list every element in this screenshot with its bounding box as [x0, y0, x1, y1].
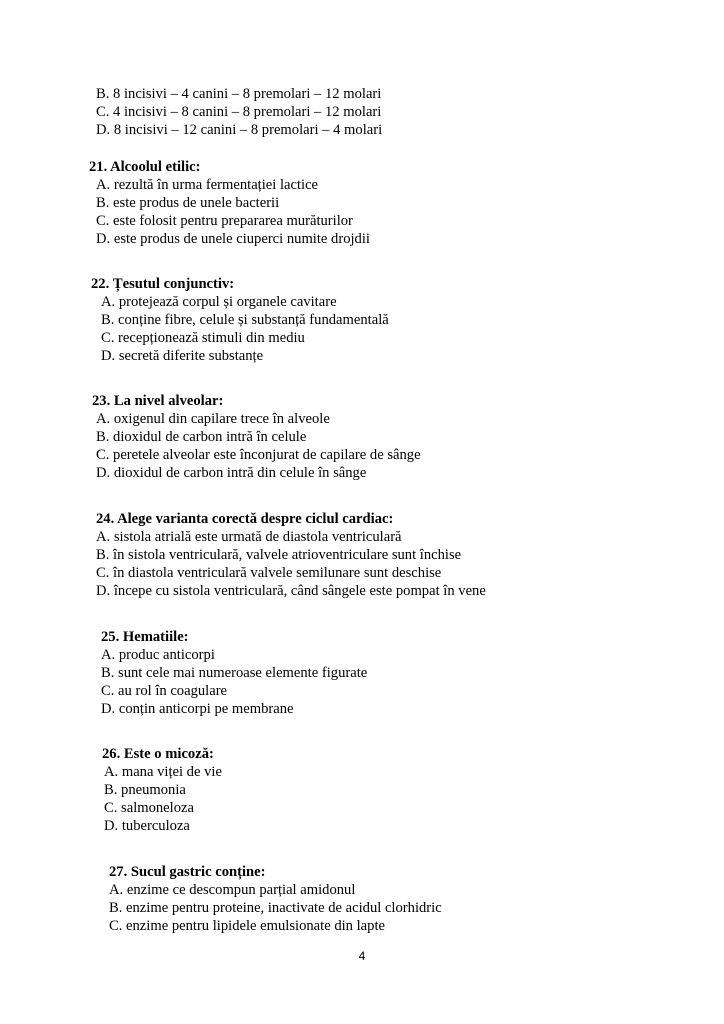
option-20-c: C. 4 incisivi – 8 canini – 8 premolari – 12 molari [96, 104, 382, 120]
question-23-title: 23. La nivel alveolar: [92, 393, 224, 409]
option-22-b: B. conține fibre, celule și substanță fundamentală [101, 312, 389, 328]
page-number: 4 [358, 949, 366, 963]
option-23-d: D. dioxidul de carbon intră din celule în sânge [96, 465, 367, 481]
option-27-a: A. enzime ce descompun parțial amidonul [109, 882, 356, 898]
option-22-c: C. recepționează stimuli din mediu [101, 330, 305, 346]
option-27-b: B. enzime pentru proteine, inactivate de acidul clorhidric [109, 900, 442, 916]
option-24-d: D. începe cu sistola ventriculară, când sângele este pompat în vene [96, 583, 486, 599]
option-24-a: A. sistola atrială este urmată de diastola ventriculară [96, 529, 402, 545]
option-24-c: C. în diastola ventriculară valvele semilunare sunt deschise [96, 565, 442, 581]
question-22-title: 22. Țesutul conjunctiv: [91, 276, 235, 292]
option-26-a: A. mana viței de vie [104, 764, 222, 780]
option-24-b: B. în sistola ventriculară, valvele atrioventriculare sunt închise [96, 547, 462, 563]
option-20-d: D. 8 incisivi – 12 canini – 8 premolari – 4 molari [96, 122, 383, 138]
option-21-a: A. rezultă în urma fermentației lactice [96, 177, 319, 193]
option-23-b: B. dioxidul de carbon intră în celule [96, 429, 307, 445]
option-23-c: C. peretele alveolar este înconjurat de capilare de sânge [96, 447, 421, 463]
option-26-d: D. tuberculoza [104, 818, 190, 834]
option-25-a: A. produc anticorpi [101, 647, 215, 663]
option-22-a: A. protejează corpul și organele cavitare [101, 294, 337, 310]
question-26-title: 26. Este o micoză: [102, 746, 214, 762]
option-23-a: A. oxigenul din capilare trece în alveole [96, 411, 330, 427]
option-21-c: C. este folosit pentru prepararea murăturilor [96, 213, 353, 229]
option-21-b: B. este produs de unele bacterii [96, 195, 280, 211]
question-24-title: 24. Alege varianta corectă despre ciclul cardiac: [96, 511, 394, 527]
question-25-title: 25. Hematiile: [101, 629, 189, 645]
option-22-d: D. secretă diferite substanțe [101, 348, 264, 364]
question-21-title: 21. Alcoolul etilic: [89, 159, 201, 175]
option-25-b: B. sunt cele mai numeroase elemente figurate [101, 665, 368, 681]
option-26-b: B. pneumonia [104, 782, 186, 798]
option-21-d: D. este produs de unele ciuperci numite drojdii [96, 231, 370, 247]
option-25-d: D. conțin anticorpi pe membrane [101, 701, 294, 717]
option-26-c: C. salmoneloza [104, 800, 194, 816]
option-20-b: B. 8 incisivi – 4 canini – 8 premolari – 12 molari [96, 86, 382, 102]
option-27-c: C. enzime pentru lipidele emulsionate din lapte [109, 918, 385, 934]
option-25-c: C. au rol în coagulare [101, 683, 228, 699]
question-27-title: 27. Sucul gastric conține: [109, 864, 266, 880]
